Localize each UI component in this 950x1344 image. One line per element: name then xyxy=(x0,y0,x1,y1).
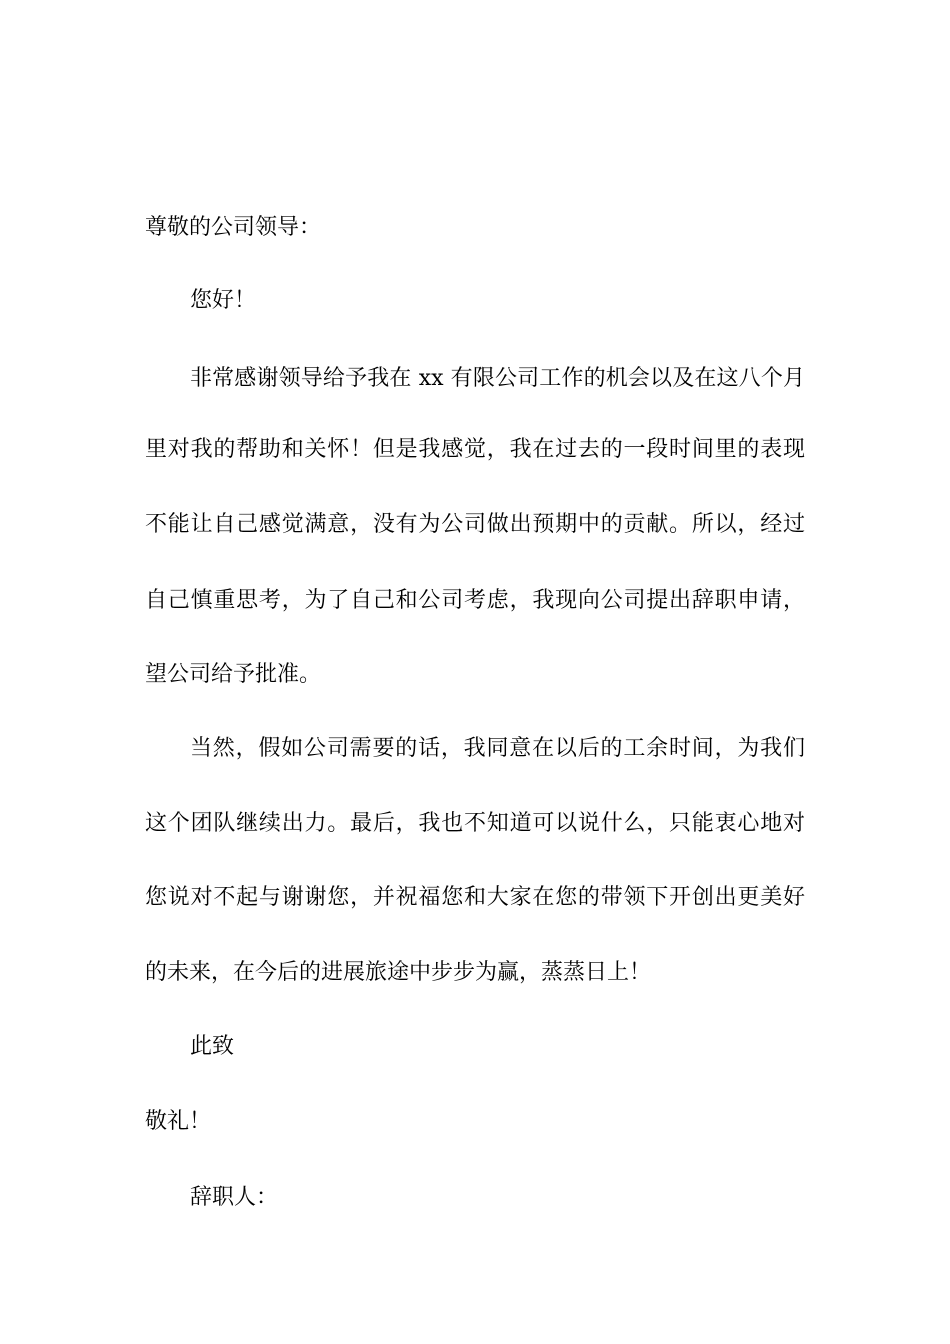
closing-line-2: 敬礼！ xyxy=(145,1109,212,1134)
salutation: 尊敬的公司领导： xyxy=(145,215,322,240)
paragraph-2-line-2: 这个团队继续出力。最后，我也不知道可以说什么，只能衷心地对 xyxy=(145,811,805,836)
greeting: 您好！ xyxy=(190,288,257,313)
paragraph-1-line-1: 非常感谢领导给予我在 xx 有限公司工作的机会以及在这八个月 xyxy=(190,366,805,391)
paragraph-1-line-4: 自己慎重思考，为了自己和公司考虑，我现向公司提出辞职申请， xyxy=(145,588,805,613)
paragraph-2-line-1: 当然，假如公司需要的话，我同意在以后的工余时间，为我们 xyxy=(190,736,805,761)
paragraph-2-line-4: 的未来，在今后的进展旅途中步步为赢，蒸蒸日上！ xyxy=(145,960,652,985)
paragraph-1-line-2: 里对我的帮助和关怀！但是我感觉，我在过去的一段时间里的表现 xyxy=(145,437,805,462)
closing-line-1: 此致 xyxy=(190,1034,235,1059)
signature-label: 辞职人： xyxy=(190,1185,279,1210)
paragraph-1-line-3: 不能让自己感觉满意，没有为公司做出预期中的贡献。所以，经过 xyxy=(145,512,805,537)
paragraph-1-line-5: 望公司给予批准。 xyxy=(145,662,322,687)
paragraph-2-line-3: 您说对不起与谢谢您，并祝福您和大家在您的带领下开创出更美好 xyxy=(145,885,805,910)
